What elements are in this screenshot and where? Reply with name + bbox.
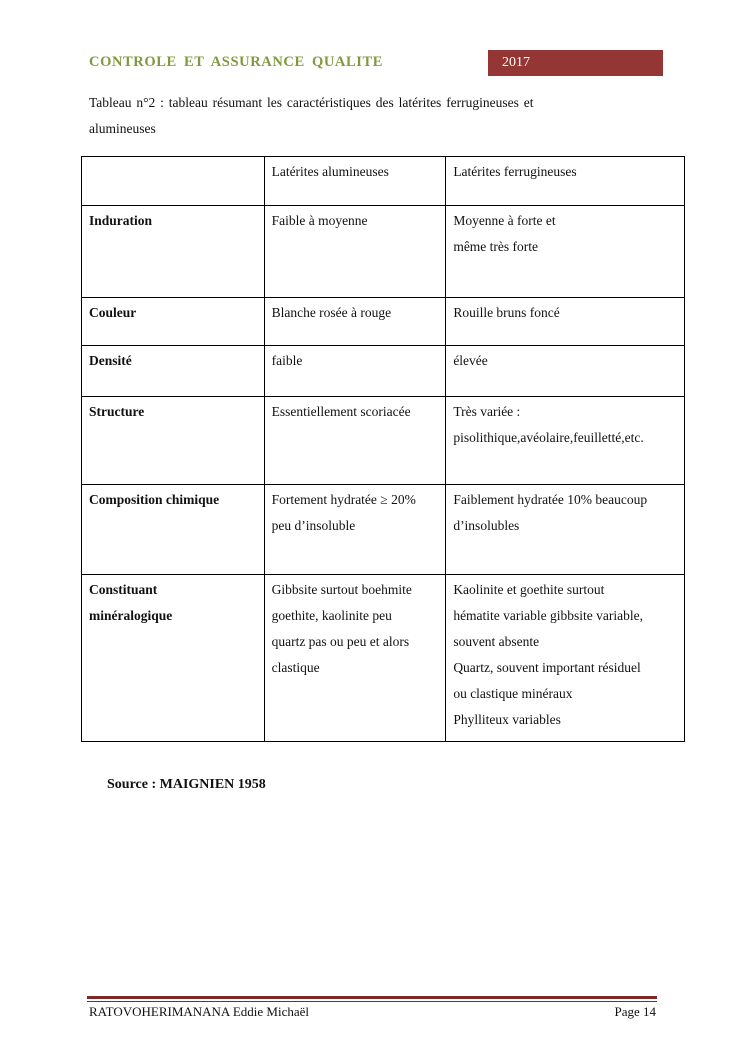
cell-line: Phylliteux variables bbox=[453, 712, 561, 727]
table-header-row bbox=[82, 157, 685, 206]
footer-rule bbox=[87, 996, 657, 999]
table-row-couleur bbox=[82, 298, 685, 346]
alumineuses-cell bbox=[264, 575, 446, 742]
table-caption bbox=[89, 90, 609, 142]
cell-line: Rouille bruns foncé bbox=[453, 305, 560, 320]
cell-line: hématite variable gibbsite variable, bbox=[453, 608, 643, 623]
cell-line: Très variée : bbox=[453, 404, 521, 419]
alumineuses-cell bbox=[264, 397, 446, 485]
cell-line: élevée bbox=[453, 353, 488, 368]
table-row-constituant-mineralogique bbox=[82, 575, 685, 742]
cell-line: Gibbsite surtout boehmite bbox=[271, 582, 412, 597]
row-label: minéralogique bbox=[89, 608, 173, 623]
row-label: Constituant bbox=[89, 582, 158, 597]
cell-line: Essentiellement scoriacée bbox=[271, 404, 411, 419]
header-cell-empty bbox=[82, 157, 265, 206]
row-label: Densité bbox=[89, 353, 132, 368]
cell-line: clastique bbox=[271, 660, 320, 675]
footer-rule-thin bbox=[87, 1001, 657, 1002]
header-cell-alumineuses: Latérites alumineuses bbox=[264, 157, 446, 206]
laterite-characteristics-table bbox=[81, 156, 685, 742]
row-label-cell bbox=[82, 298, 265, 346]
alumineuses-cell bbox=[264, 485, 446, 575]
cell-line: pisolithique,avéolaire,feuilletté,etc. bbox=[453, 430, 644, 445]
cell-line: Fortement hydratée ≥ 20% bbox=[271, 492, 416, 507]
cell-line: Faible à moyenne bbox=[271, 213, 368, 228]
ferrugineuses-cell bbox=[446, 397, 685, 485]
footer-author: RATOVOHERIMANANA Eddie Michaël bbox=[89, 1004, 310, 1019]
footer-page-number: Page 14 bbox=[614, 1004, 656, 1019]
ferrugineuses-cell bbox=[446, 575, 685, 742]
ferrugineuses-cell bbox=[446, 485, 685, 575]
row-label-cell bbox=[82, 346, 265, 397]
source-citation: Source : MAIGNIEN 1958 bbox=[107, 777, 266, 792]
cell-line: Quartz, souvent important résiduel bbox=[453, 660, 641, 675]
ferrugineuses-cell bbox=[446, 206, 685, 298]
caption-line-1: Tableau n°2 : tableau résumant les caractéristiques des latérites ferrugineuses et bbox=[89, 95, 534, 110]
cell-line: quartz pas ou peu et alors bbox=[271, 634, 410, 649]
cell-line: d’insolubles bbox=[453, 518, 520, 533]
table-row-induration bbox=[82, 206, 685, 298]
row-label-cell bbox=[82, 575, 265, 742]
table-row-densite bbox=[82, 346, 685, 397]
header-year-badge: 2017 bbox=[488, 50, 663, 76]
row-label: Induration bbox=[89, 213, 153, 228]
alumineuses-cell bbox=[264, 206, 446, 298]
cell-line: souvent absente bbox=[453, 634, 540, 649]
cell-line: Faiblement hydratée 10% beaucoup bbox=[453, 492, 648, 507]
ferrugineuses-cell bbox=[446, 298, 685, 346]
table-row-structure bbox=[82, 397, 685, 485]
cell-line: goethite, kaolinite peu bbox=[271, 608, 392, 623]
cell-line: même très forte bbox=[453, 239, 539, 254]
cell-line: Moyenne à forte et bbox=[453, 213, 556, 228]
cell-line: Kaolinite et goethite surtout bbox=[453, 582, 605, 597]
table-row-composition-chimique bbox=[82, 485, 685, 575]
cell-line: peu d’insoluble bbox=[271, 518, 356, 533]
alumineuses-cell bbox=[264, 298, 446, 346]
row-label: Structure bbox=[89, 404, 145, 419]
header-title: CONTROLE ET ASSURANCE QUALITE bbox=[89, 54, 384, 70]
row-label: Couleur bbox=[89, 305, 137, 320]
row-label-cell bbox=[82, 485, 265, 575]
row-label: Composition chimique bbox=[89, 492, 220, 507]
caption-line-2: alumineuses bbox=[89, 121, 156, 136]
ferrugineuses-cell bbox=[446, 346, 685, 397]
header-cell-ferrugineuses: Latérites ferrugineuses bbox=[446, 157, 685, 206]
row-label-cell bbox=[82, 206, 265, 298]
cell-line: faible bbox=[271, 353, 303, 368]
cell-line: Blanche rosée à rouge bbox=[271, 305, 392, 320]
row-label-cell bbox=[82, 397, 265, 485]
alumineuses-cell bbox=[264, 346, 446, 397]
cell-line: ou clastique minéraux bbox=[453, 686, 573, 701]
